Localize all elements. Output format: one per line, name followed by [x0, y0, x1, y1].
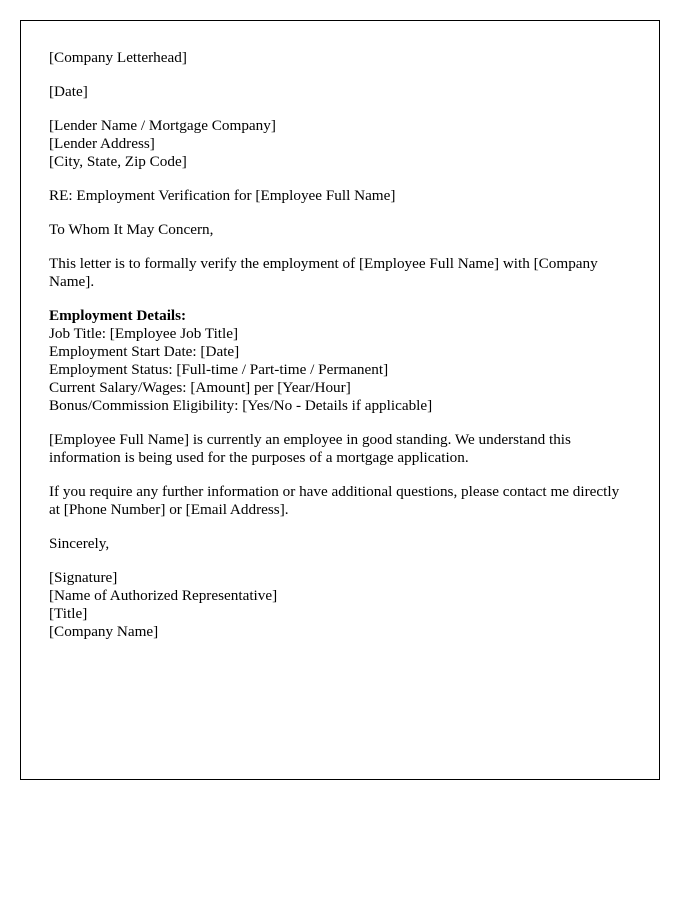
signature-block: [49, 569, 631, 641]
date-block: [49, 83, 631, 101]
detail-item: Bonus/Commission Eligibility: [Yes/No - Details if applicable]: [49, 397, 433, 414]
recipient-city-state-zip: [City, State, Zip Code]: [49, 153, 187, 170]
representative-name: [Name of Authorized Representative]: [49, 587, 278, 604]
recipient-name: [Lender Name / Mortgage Company]: [49, 117, 276, 134]
signature-placeholder: [Signature]: [49, 569, 118, 586]
letter-date: [Date]: [49, 83, 88, 100]
letterhead: [49, 49, 631, 67]
employment-details: [49, 307, 631, 415]
contact-text: If you require any further information or have additional questions, please contact me directly at [Phone Number] or [Email Address].: [49, 483, 620, 518]
representative-title: [Title]: [49, 605, 88, 622]
closing-text: Sincerely,: [49, 535, 110, 552]
company-name: [Company Name]: [49, 623, 159, 640]
detail-item: Employment Status: [Full-time / Part-time / Permanent]: [49, 361, 389, 378]
letter-page: [20, 20, 660, 780]
subject-text: RE: Employment Verification for [Employee Full Name]: [49, 187, 396, 204]
detail-item: Employment Start Date: [Date]: [49, 343, 240, 360]
standing-paragraph: [49, 431, 631, 467]
contact-paragraph: [49, 483, 631, 519]
intro-text: This letter is to formally verify the employment of [Employee Full Name] with [Company Name].: [49, 255, 598, 290]
detail-item: Job Title: [Employee Job Title]: [49, 325, 239, 342]
details-heading: Employment Details:: [49, 307, 187, 324]
recipient-address: [49, 117, 631, 171]
letterhead-text: [Company Letterhead]: [49, 49, 187, 66]
closing: [49, 535, 631, 553]
salutation: [49, 221, 631, 239]
salutation-text: To Whom It May Concern,: [49, 221, 214, 238]
intro-paragraph: [49, 255, 631, 291]
subject-line: [49, 187, 631, 205]
detail-item: Current Salary/Wages: [Amount] per [Year/Hour]: [49, 379, 351, 396]
recipient-street-address: [Lender Address]: [49, 135, 155, 152]
standing-text: [Employee Full Name] is currently an employee in good standing. We understand this information is being used for the purposes of a mortgage application.: [49, 431, 571, 466]
